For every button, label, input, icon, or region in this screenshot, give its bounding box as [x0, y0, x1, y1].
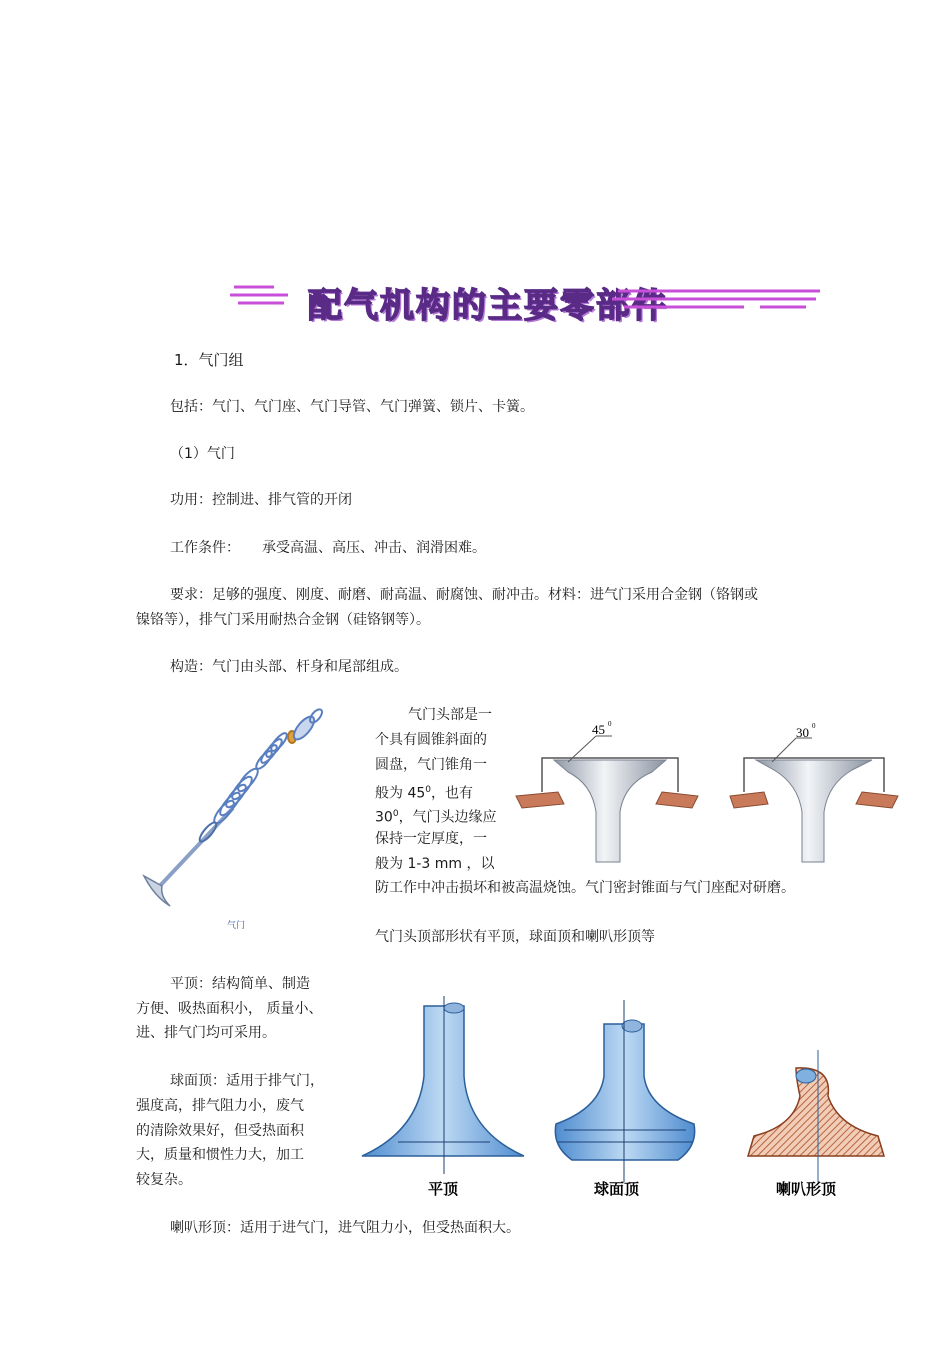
valve-edge-text: ，气门头边缘应 [398, 809, 497, 826]
degree-sup: 0 [425, 785, 431, 795]
valve-head-line-2: 个具有圆锥斜面的 [375, 732, 487, 748]
ball-top-valve [555, 1000, 694, 1182]
trumpet-top-text: 喇叭形顶：适用于进气门，进气阻力小，但受热面积大。 [170, 1220, 520, 1236]
valve-head-line-6: 保持一定厚度，一 [375, 831, 487, 847]
requirements-line-2: 镍铬等），排气门采用耐热合金钢（硅铬钢等）。 [136, 612, 430, 628]
banner-decoration-right [610, 286, 822, 316]
flat-top-line-2: 方便、吸热面积小， 质量小、 [136, 1001, 323, 1017]
degree-sup-30: 0 [392, 809, 399, 819]
ball-top-line-3: 的清除效果好，但受热面积 [136, 1123, 304, 1139]
valve-30-diagram [730, 722, 898, 862]
angle-label-45: 45 [592, 722, 605, 737]
valve-head-line-4 [375, 781, 473, 803]
angle-degree-30: 0 [812, 722, 816, 730]
valve-45-diagram [516, 720, 698, 862]
ball-top-line-4: 大，质量和惯性力大，加工 [136, 1147, 304, 1163]
valve-head-line-8: 防工作中冲击损坏和被高温烧蚀。气门密封锥面与气门座配对研磨。 [375, 880, 795, 896]
trumpet-top-valve [748, 1050, 884, 1182]
valve-assembly-image [138, 700, 338, 915]
page-title: 配气机构的主要零部件 [308, 286, 668, 326]
conditions-label: 工作条件： [170, 540, 240, 556]
valve-head-line-1: 气门头部是一 [408, 707, 492, 723]
label-flat: 平顶 [428, 1180, 459, 1198]
section-heading: 1．气门组 [174, 351, 244, 369]
label-ball: 球面顶 [594, 1180, 640, 1198]
valve-angle-30: 30 [375, 809, 393, 826]
function-text: 功用：控制进、排气管的开闭 [170, 492, 352, 508]
flat-top-line-1: 平顶：结构简单、制造 [170, 976, 310, 992]
requirements-line-1: 要求：足够的强度、刚度、耐磨、耐高温、耐腐蚀、耐冲击。材料：进气门采用合金钢（铬钢或 [170, 587, 758, 603]
flat-top-valve [362, 996, 524, 1174]
ball-top-line-1: 球面顶：适用于排气门， [170, 1073, 324, 1089]
angle-label-30: 30 [796, 725, 809, 740]
ball-top-line-2: 强度高，排气阻力小，废气 [136, 1098, 304, 1114]
conditions-value: 承受高温、高压、冲击、润滑困难。 [262, 540, 486, 556]
valve-head-line-5 [375, 805, 497, 827]
ball-top-line-5: 较复杂。 [136, 1172, 192, 1188]
banner-decoration-left [228, 282, 290, 312]
construction-text: 构造：气门由头部、杆身和尾部组成。 [170, 659, 408, 675]
flat-top-line-3: 进、排气门均可采用。 [136, 1025, 276, 1041]
valve-angle-tail: ，也有 [431, 785, 473, 802]
valve-top-shapes-diagram [358, 996, 898, 1202]
valve-angle-diagram [512, 712, 904, 864]
angle-degree-45: 0 [608, 720, 612, 728]
valve-angle-text: 般为 45 [375, 785, 426, 802]
includes-text: 包括：气门、气门座、气门导管、气门弹簧、锁片、卡簧。 [170, 399, 534, 415]
top-shapes-intro: 气门头顶部形状有平顶，球面顶和喇叭形顶等 [375, 929, 655, 945]
valve-head-line-7: 般为 1-3 mm ，以 [375, 856, 495, 872]
label-trumpet: 喇叭形顶 [776, 1180, 837, 1198]
valve-head-line-3: 圆盘，气门锥角一 [375, 757, 487, 773]
valve-assembly-caption-label: 气门 [227, 921, 246, 931]
sub-heading: （1）气门 [170, 446, 235, 462]
